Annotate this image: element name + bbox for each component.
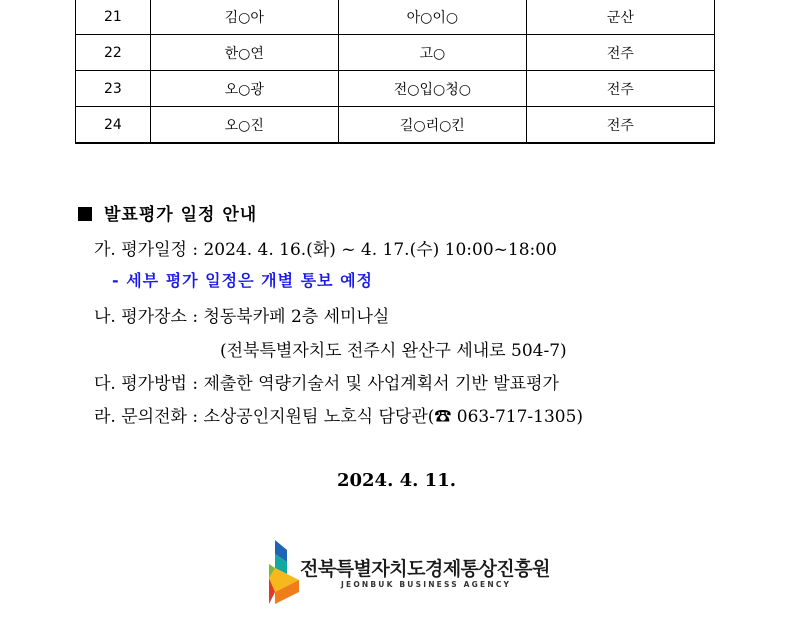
schedule-note: - 세부 평가 일정은 개별 통보 예정 [112, 271, 373, 290]
company-name: 전○입○청○ [338, 71, 526, 107]
participant-name: 오○광 [150, 71, 338, 107]
row-number: 22 [76, 35, 151, 71]
agency-subtitle: JEONBUK BUSINESS AGENCY [341, 580, 512, 589]
row-number: 21 [76, 0, 151, 35]
square-bullet-icon [78, 207, 92, 221]
table-row [76, 71, 715, 107]
participant-name: 한○연 [150, 35, 338, 71]
venue-address: (전북특별자치도 전주시 완산구 세내로 504-7) [220, 341, 567, 361]
region: 군산 [526, 0, 714, 35]
section-heading [78, 200, 257, 225]
section-heading-text: 발표평가 일정 안내 [104, 205, 258, 225]
table-row [76, 35, 715, 71]
participant-name: 김○아 [150, 0, 338, 35]
venue-line: 나. 평가장소 : 청동북카페 2층 세미나실 [94, 307, 390, 327]
agency-name: 전북특별자치도경제통상진흥원 [300, 558, 550, 580]
row-number: 23 [76, 71, 151, 107]
company-name: 길○리○킨 [338, 107, 526, 144]
contact-line: 라. 문의전화 : 소상공인지원팀 노호식 담당관(☎ 063-717-1305) [94, 407, 584, 427]
participants-table [75, 0, 715, 144]
table-row [76, 107, 715, 144]
region: 전주 [526, 107, 714, 144]
participant-name: 오○진 [150, 107, 338, 144]
company-name: 아○이○ [338, 0, 526, 35]
company-name: 고○ [338, 35, 526, 71]
region: 전주 [526, 35, 714, 71]
method-line: 다. 평가방법 : 제출한 역량기술서 및 사업계획서 기반 발표평가 [94, 374, 559, 394]
table-row [76, 0, 715, 35]
region: 전주 [526, 71, 714, 107]
schedule-line: 가. 평가일정 : 2024. 4. 16.(화) ~ 4. 17.(수) 10:00~18:00 [94, 240, 557, 260]
row-number: 24 [76, 107, 151, 144]
document-date: 2024. 4. 11. [336, 470, 456, 491]
